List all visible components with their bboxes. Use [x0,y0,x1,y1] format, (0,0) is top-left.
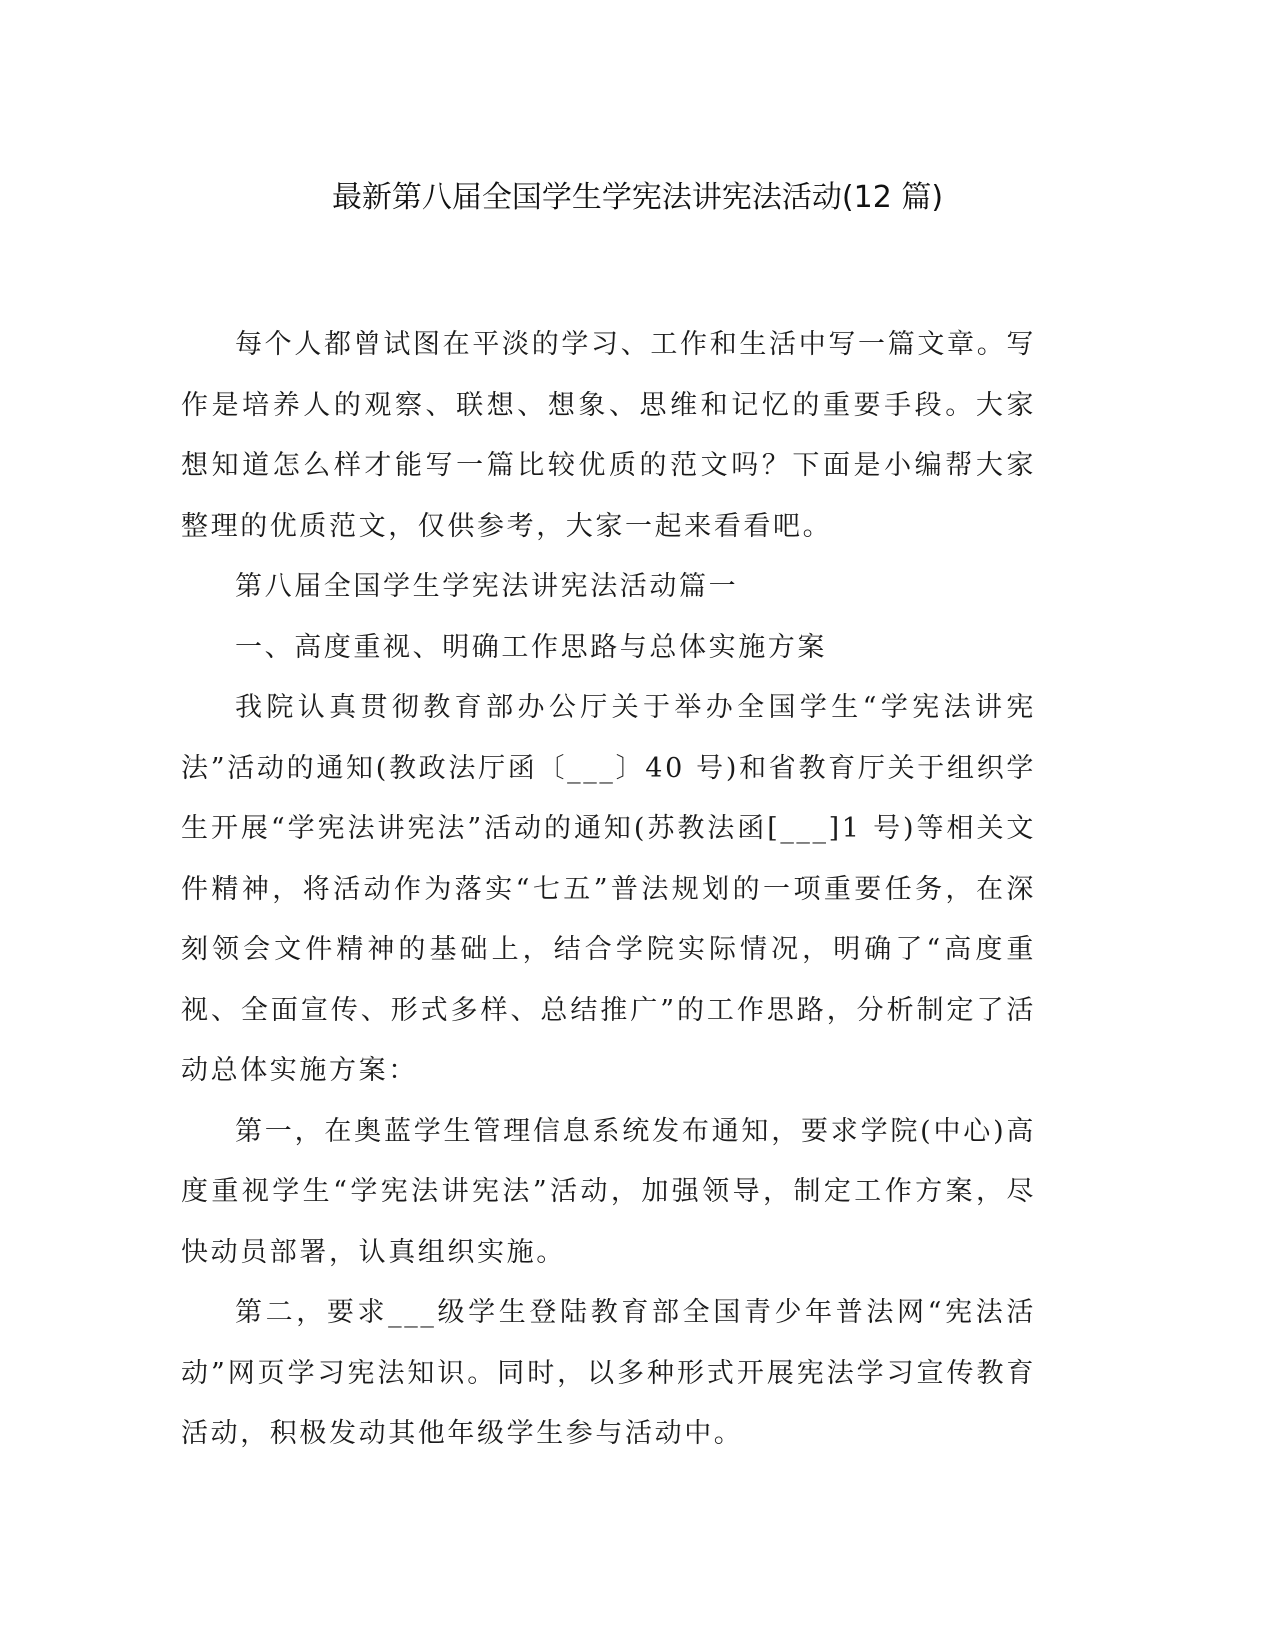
paragraph-intro: 每个人都曾试图在平淡的学习、工作和生活中写一篇文章。写作是培养人的观察、联想、想象、思维和记忆的重要手段。大家想知道怎么样才能写一篇比较优质的范文吗？下面是小编帮大家整理的优质范文，仅供参考，大家一起来看看吧。 [181,329,1036,542]
paragraph-second-point: 第二，要求___级学生登陆教育部全国青少年普法网“宪法活动”网页学习宪法知识。同时，以多种形式开展宪法学习宣传教育活动，积极发动其他年级学生参与活动中。 [181,1297,1036,1449]
paragraph-implementation: 我院认真贯彻教育部办公厅关于举办全国学生“学宪法讲宪法”活动的通知(教政法厅函〔___〕40 号)和省教育厅关于组织学生开展“学宪法讲宪法”活动的通知(苏教法函[___]1 号)等相关文件精神，将活动作为落实“七五”普法规划的一项重要任务，在深刻领会文件精神的基础上，结合学院实际情况，明确了“高度重视、全面宣传、形式多样、总结推广”的工作思路，分析制定了活动总体实施方案： [181,692,1036,1086]
document-title: 最新第八届全国学生学宪法讲宪法活动(12 篇) [331,180,944,215]
paragraph-first-point: 第一，在奥蓝学生管理信息系统发布通知，要求学院(中心)高度重视学生“学宪法讲宪法”活动，加强领导，制定工作方案，尽快动员部署，认真组织实施。 [181,1115,1036,1268]
document-body [181,315,1036,1465]
subsection-heading: 一、高度重视、明确工作思路与总体实施方案 [235,631,827,663]
section-heading: 第八届全国学生学宪法讲宪法活动篇一 [235,571,739,602]
